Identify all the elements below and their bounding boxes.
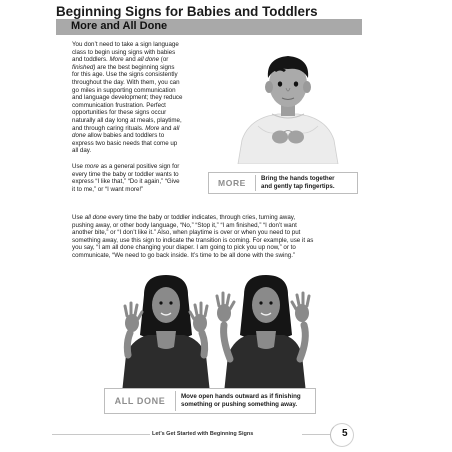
text-run: allow babies and toddlers to	[85, 132, 165, 140]
text-line	[72, 186, 180, 194]
text-run: and	[159, 124, 174, 132]
text-line	[72, 109, 182, 117]
all-done-usage-paragraph	[72, 214, 313, 260]
woman-figure-start	[118, 269, 214, 393]
text-line	[72, 49, 182, 57]
page-number: 5	[342, 428, 348, 439]
italic-term: finished)	[72, 63, 96, 71]
text-line	[72, 87, 182, 95]
text-run: naturally all day long at meals, playtime,	[72, 116, 182, 124]
all-done-sign-box	[104, 388, 316, 414]
text-run: communication frustration. Perfect	[72, 101, 166, 109]
italic-term: all	[173, 124, 180, 132]
text-run: express two basic needs that come up	[72, 139, 178, 147]
text-run: all day.	[72, 147, 92, 155]
all-done-sign-divider	[175, 391, 176, 411]
woman-figure-end	[214, 269, 314, 393]
text-line	[72, 214, 313, 222]
italic-term: all done	[137, 56, 160, 64]
text-run: and through caring rituals.	[72, 124, 146, 132]
text-run: and toddlers.	[72, 56, 110, 64]
more-sign-box	[208, 172, 358, 194]
text-run: You don’t need to take a sign language	[72, 41, 179, 48]
text-line	[72, 64, 182, 72]
all-done-sign-photo-start	[118, 269, 214, 393]
page-title: Beginning Signs for Babies and Toddlers	[56, 4, 318, 19]
text-line	[72, 229, 313, 237]
text-line	[72, 132, 182, 140]
footer-rule-left	[52, 434, 150, 435]
all-done-sign-photo-end	[214, 269, 314, 393]
section-header-bar	[56, 19, 362, 35]
text-run: every time the baby or toddler indicates, through cries, turning away,	[106, 214, 296, 221]
text-run: class to begin using signs with babies	[72, 48, 176, 56]
text-run: pushing away, or other body language, “No,” “Stop it,” “I am finished,” “I don’t want	[72, 221, 297, 229]
sign-description-line: Bring the hands together	[261, 175, 335, 183]
text-line	[72, 163, 180, 171]
text-run: are the best beginning signs	[95, 63, 175, 71]
sign-description-line: something or pushing something away.	[181, 401, 298, 408]
text-line	[72, 222, 313, 230]
text-line	[72, 178, 180, 186]
text-run: and language development; they reduce	[72, 94, 183, 102]
more-sign-divider	[255, 175, 256, 191]
all-done-sign-word: ALL DONE	[114, 396, 166, 406]
text-run: another bite,” or “I don’t like it.” Also, when playtime is over or when you need to put	[72, 229, 301, 237]
italic-term: More	[109, 56, 124, 64]
text-run: something away, use this sign to indicate the transition is coming. For example, use it as	[72, 236, 314, 244]
sign-description-line: and gently tap fingertips.	[261, 183, 335, 190]
text-line	[72, 244, 313, 252]
more-sign-description	[261, 173, 335, 193]
text-run: Use	[72, 163, 85, 170]
text-line	[72, 237, 313, 245]
text-run: for this age. Use the signs consistently	[72, 71, 178, 79]
text-line	[72, 117, 182, 125]
text-run: opportunities for these signs occur	[72, 109, 167, 117]
footer-running-title: Let’s Get Started with Beginning Signs	[152, 431, 254, 437]
text-run: you say, “I am all done changing your diaper. I am going to pick you up now,” or to	[72, 244, 296, 252]
text-run: throughout the day. With them, you can	[72, 78, 180, 86]
text-run: Use	[72, 214, 85, 221]
text-line	[72, 252, 313, 260]
all-done-sign-description	[181, 389, 301, 413]
more-sign-word: MORE	[218, 178, 246, 188]
text-line	[72, 171, 180, 179]
text-run: express “I like that,” “Do it again,” “Give	[72, 178, 180, 186]
text-run: as a general positive sign for	[98, 163, 180, 170]
sign-description-line: Move open hands outward as if finishing	[181, 393, 301, 401]
text-line	[72, 125, 182, 133]
toddler-figure	[228, 40, 348, 164]
text-run: go miles in supporting communication	[72, 86, 176, 94]
italic-term: more	[84, 163, 99, 170]
text-line	[72, 102, 182, 110]
text-run: every time the baby or toddler wants to	[72, 170, 179, 178]
text-run: communicate, “We need to go back inside. It’s time to be all done with the swing.”	[72, 251, 295, 259]
more-usage-paragraph	[72, 163, 180, 193]
intro-paragraph	[72, 41, 182, 155]
text-line	[72, 41, 182, 49]
section-title: More and All Done	[71, 20, 168, 32]
italic-term: done	[72, 132, 86, 140]
text-line	[72, 147, 182, 155]
toddler-more-sign-photo	[228, 40, 348, 164]
italic-term: all done	[84, 214, 107, 221]
text-line	[72, 56, 182, 64]
text-line	[72, 140, 182, 148]
text-run: (or	[159, 56, 169, 64]
text-run: it to me,” or “I want more!”	[72, 185, 144, 193]
italic-term: More	[145, 124, 160, 132]
text-run: and	[123, 56, 138, 64]
text-line	[72, 94, 182, 102]
text-line	[72, 71, 182, 79]
footer-rule-right	[302, 434, 330, 435]
text-line	[72, 79, 182, 87]
